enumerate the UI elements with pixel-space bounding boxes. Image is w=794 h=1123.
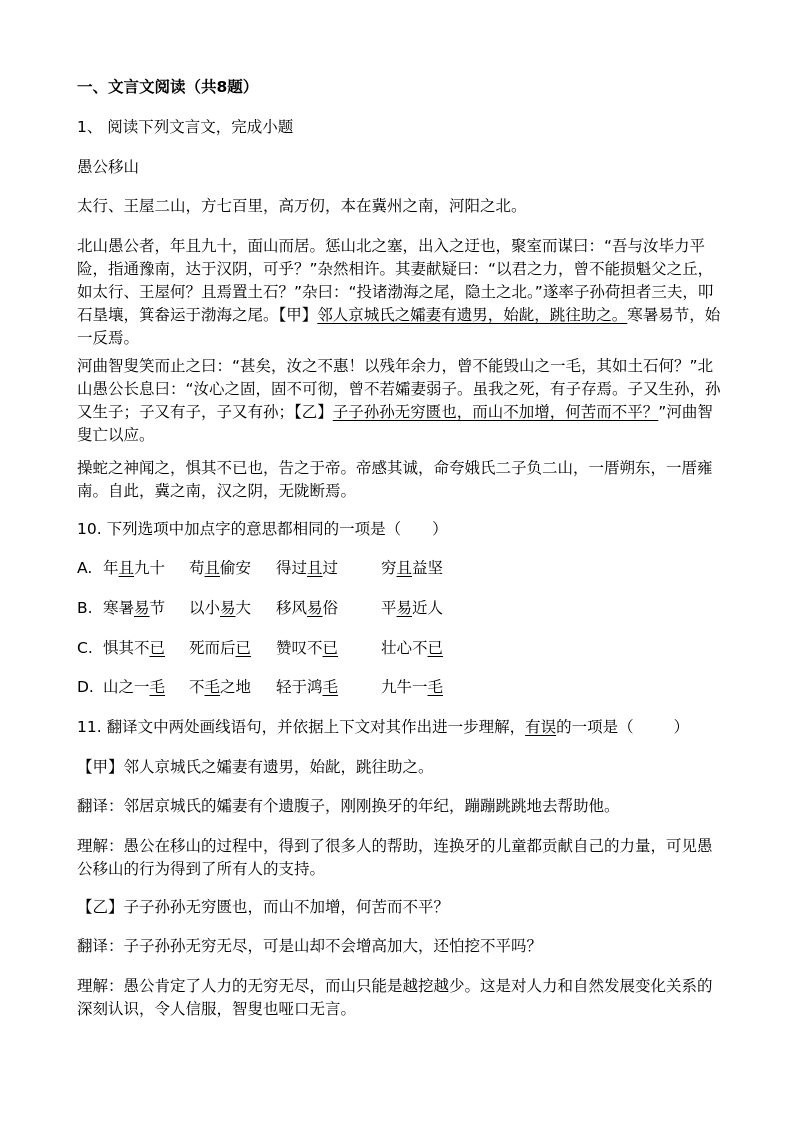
jia-sentence: 【甲】邻人京城氏之孀妻有遗男，始龀，跳往助之。: [77, 758, 434, 776]
yi-translation: 翻译：子子孙孙无穷无尽，可是山却不会增高加大，还怕挖不平吗？: [77, 937, 543, 955]
underlined-sentence-jia: 邻人京城氏之孀妻有遗男，始龀，跳往助之。: [317, 306, 628, 324]
emphasis-wrong: 有误: [525, 718, 557, 736]
option-word: 年且九十: [103, 559, 166, 577]
question-10-stem: 10. 下列选项中加点字的意思都相同的一项是（ ）: [77, 520, 448, 538]
yi-understanding: 理解：愚公肯定了人力的无穷无尽，而山只能是越挖越少。这是对人力和自然发展变化关系的深刻认识，令人信服，智叟也哑口无言。: [77, 977, 713, 1018]
option-word: 以小易大: [189, 599, 252, 617]
option-word: 赞叹不已: [276, 639, 339, 657]
option-label: B.: [77, 599, 93, 617]
marker-jia: 【甲】: [278, 306, 318, 324]
paragraph-text: 河曲智叟笑而止之曰：“甚矣，汝之不惠！以残年余力，曾不能毁山之一毛，其如土石何？”北山愚公长息曰：“汝心之固，固不可彻，曾不若孀妻弱子。虽我之死，有子存焉。子又生孙，孙又生子；子又有子，子又有孙；: [77, 357, 721, 421]
question-11-stem: 11. 翻译文中两处画线语句，并依据上下文对其作出进一步理解，有误的一项是（ ）: [77, 718, 690, 736]
marker-yi: 【乙】: [294, 403, 333, 421]
option-word: 轻于鸿毛: [276, 678, 339, 696]
option-label: C.: [77, 639, 93, 657]
passage-title: 愚公移山: [77, 158, 140, 176]
option-word: 惧其不已: [103, 639, 166, 657]
option-word: 移风易俗: [276, 599, 339, 617]
option-word: 穷且益坚: [381, 559, 444, 577]
option-word: 壮心不已: [381, 639, 444, 657]
option-word: 九牛一毛: [381, 678, 444, 696]
option-label: D.: [77, 678, 94, 696]
yi-sentence: 【乙】子子孙孙无穷匮也，而山不加增，何苦而不平？: [77, 898, 450, 916]
jia-understanding: 理解：愚公在移山的过程中，得到了很多人的帮助，连换牙的儿童都贡献自己的力量，可见愚公移山的行为得到了所有人的支持。: [77, 837, 713, 878]
passage-paragraph-2: [77, 235, 727, 350]
option-word: 不毛之地: [189, 678, 252, 696]
option-word: 山之一毛: [103, 678, 166, 696]
jia-translation: 翻译：邻居京城氏的孀妻有个遗腹子，刚刚换牙的年纪，蹦蹦跳跳地去帮助他。: [77, 797, 620, 815]
passage-paragraph-4: 操蛇之神闻之，惧其不已也，告之于帝。帝感其诚，命夸娥氏二子负二山，一厝朔东，一厝雍南。自此，冀之南，汉之阴，无陇断焉。: [77, 459, 713, 500]
paragraph-text: 北山愚公者，年且九十，面山而居。惩山北之塞，出入之迂也，聚室而谋曰：“吾与汝毕力平险，指通豫南，达于汉阴，可乎？”杂然相许。其妻献疑曰：“以君之力，曾不能损魁父之丘，如太行、王屋何？且焉置土石？”杂曰：“投诸渤海之尾，隐土之北。”遂率子孙荷担者三夫，叩石垦壤，箕畚运于渤海之尾。: [77, 237, 714, 324]
underlined-sentence-yi: 子子孙孙无穷匮也，而山不加增，何苦而不平？: [332, 403, 659, 421]
option-word: 得过且过: [276, 559, 339, 577]
option-word: 苟且偷安: [189, 559, 252, 577]
paragraph-text: 寒暑易节，始一反焉。: [77, 306, 721, 347]
section-heading: 一、文言文阅读（共8题）: [77, 78, 259, 96]
option-word: 寒暑易节: [103, 599, 166, 617]
option-label: A.: [77, 559, 93, 577]
option-word: 平易近人: [381, 599, 444, 617]
option-word: 死而后已: [189, 639, 252, 657]
question-intro: 1、 阅读下列文言文，完成小题: [77, 118, 294, 136]
passage-paragraph-3: [77, 355, 727, 447]
paragraph-text: ”河曲智叟亡以应。: [77, 403, 713, 444]
passage-paragraph-1: 太行、王屋二山，方七百里，高万仞，本在冀州之南，河阳之北。: [77, 197, 527, 215]
